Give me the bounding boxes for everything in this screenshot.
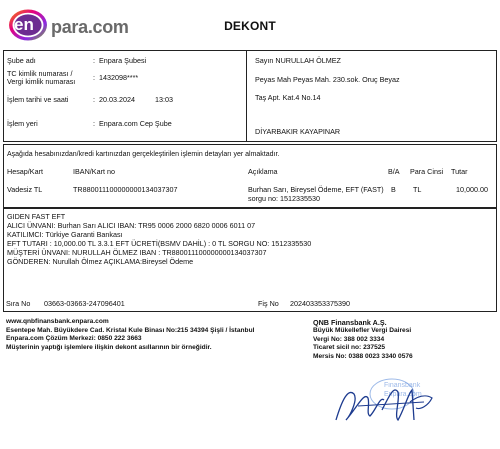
tckn-label-2: Vergi kimlik numarası (7, 77, 76, 86)
stamp-line-2: Enpara.com (384, 391, 422, 398)
row-iban: TR880011100000000134037307 (73, 185, 178, 194)
desc-line: GÖNDEREN: Nurullah Ölmez AÇIKLAMA:Bireysel Ödeme (7, 257, 194, 266)
footer-bank-info (6, 318, 254, 352)
signature (328, 380, 438, 428)
detail-intro-text: Aşağıda hesabınızdan/kredi kartınızdan gerçekleştirilen işlemin detayları yer almaktadır. (7, 151, 280, 158)
eft-description-box (3, 208, 497, 312)
document-title: DEKONT (224, 19, 276, 33)
row-description: Burhan Sarı, Bireysel Ödeme, EFT (FAST) (248, 185, 384, 194)
footer-note: Müşterinin yaptığı işlemlere ilişkin dekont asıllarının bir örneğidir. (6, 343, 212, 351)
footer-legal-info (313, 318, 413, 362)
transaction-info-box (3, 50, 247, 142)
desc-line: EFT TUTARI : 10,000.00 TL 3.3.1 EFT ÜCRETİ(BSMV DAHİL) : 0 TL SORGU NO: 1512335530 (7, 239, 312, 248)
footer-address: Esentepe Mah. Büyükdere Cad. Kristal Kule Binası No:215 34394 Şişli / İstanbul (6, 326, 255, 334)
colon: : (93, 95, 95, 104)
row-description-query: sorgu no: 1512335530 (248, 194, 320, 203)
time-value: 13:03 (155, 95, 173, 104)
desc-line: MÜŞTERİ ÜNVANI: NURULLAH ÖLMEZ IBAN : TR880011100000000134037307 (7, 248, 267, 257)
desc-line: GIDEN FAST EFT (7, 212, 66, 221)
tckn-value: 1432098**** (99, 73, 139, 82)
stamp-line-1: Finansbank (384, 382, 421, 389)
header-account: Hesap/Kart (7, 167, 43, 176)
place-value: Enpara.com Cep Şube (99, 119, 172, 128)
logo-en-text: en (14, 15, 34, 34)
sequence-label: Sıra No (6, 299, 31, 308)
header-ba: B/A (388, 167, 400, 176)
header-amount: Tutar (451, 167, 468, 176)
date-value: 20.03.2024 (99, 95, 135, 104)
customer-name: Sayın NURULLAH ÖLMEZ (255, 56, 341, 65)
header-description: Açıklama (248, 167, 278, 176)
logo-para-text: para (51, 17, 88, 37)
colon: : (93, 56, 95, 65)
desc-line: ALICI ÜNVANI: Burhan Sarı ALICI IBAN: TR95 0006 2000 6820 0006 6011 07 (7, 221, 256, 230)
header-currency: Para Cinsi (410, 167, 444, 176)
place-label: İşlem yeri (7, 119, 38, 128)
sequence-value: 03663-03663-247096401 (44, 299, 125, 308)
branch-value: Enpara Şubesi (99, 56, 147, 65)
footer-tax-office: Büyük Mükellefler Vergi Dairesi (313, 327, 412, 335)
tckn-label-1: TC kimlik numarası / (7, 69, 73, 78)
colon: : (93, 73, 95, 82)
datetime-label: İşlem tarihi ve saati (7, 95, 69, 104)
desc-line: KATILIMCI: Türkiye Garanti Bankası (7, 230, 123, 239)
row-amount: 10,000.00 (456, 185, 488, 194)
row-currency: TL (413, 185, 422, 194)
colon: : (93, 119, 95, 128)
receipt-no-value: 202403353375390 (290, 299, 350, 308)
customer-city: DİYARBAKIR KAYAPINAR (255, 127, 341, 136)
header-iban: IBAN/Kart no (73, 167, 115, 176)
row-account: Vadesiz TL (7, 185, 43, 194)
logo-com-text: .com (87, 17, 129, 37)
footer-trade-registry: Ticaret sicil no: 237525 (313, 344, 386, 352)
customer-address-box (247, 50, 497, 142)
footer-mersis: Mersis No: 0388 0023 3340 0576 (313, 353, 413, 361)
footer-tax-no: Vergi No: 388 002 3334 (313, 335, 385, 343)
receipt-no-label: Fiş No (258, 299, 279, 308)
customer-address-line-1: Peyas Mah Peyas Mah. 230.sok. Oruç Beyaz (255, 75, 400, 84)
row-ba: B (391, 185, 396, 194)
branch-label: Şube adı (7, 56, 36, 65)
customer-address-line-2: Taş Apt. Kat.4 No.14 (255, 93, 321, 102)
footer-website: www.qnbfinansbank.enpara.com (6, 318, 109, 325)
transaction-detail-box (3, 144, 497, 208)
footer-company: QNB Finansbank A.Ş. (313, 318, 387, 327)
footer-support: Enpara.com Çözüm Merkezi: 0850 222 3663 (6, 335, 142, 343)
